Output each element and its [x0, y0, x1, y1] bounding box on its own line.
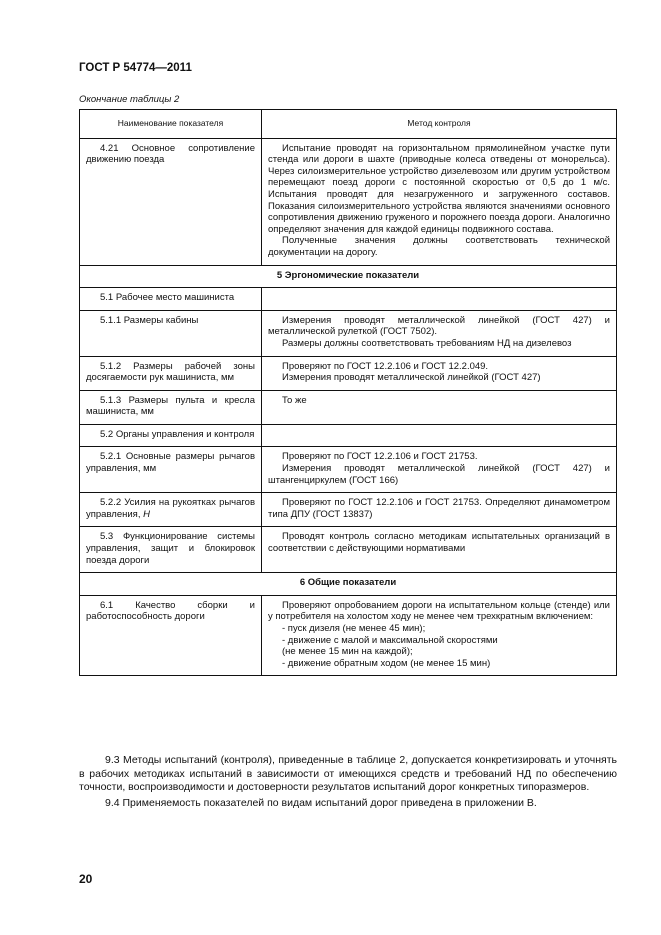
table-row [80, 356, 617, 390]
section-row [80, 573, 617, 596]
table-row [80, 310, 617, 356]
method-text: Испытание проводят на горизонтальном прямолинейном участке пути стенда или дороги в шахте (приводные колеса отведены от монорельса). Через силоизмерительное устройство дизелевозом или другим устройством перемещают поезд дороги с постоянной скоростью от 0,5 до 1 м/с. Испытания проводят для незагруженного и загруженного составов. Показания силоизмерительного устройства являются значениями основного сопротивления движению груженого и порожнего поезда дороги. Аналогично определяют значения для каждой единицы подвижного состава. [268, 142, 610, 235]
document-id: ГОСТ Р 54774—2011 [79, 62, 192, 74]
method-text: Проверяют опробованием дороги на испытательном кольце (стенде) или у потребителя на холостом ходу не менее чем трехкратным включением: [268, 599, 610, 623]
method-cell [262, 527, 617, 573]
method-text: То же [282, 394, 307, 406]
methods-table [79, 109, 617, 676]
method-cell-empty [262, 288, 617, 311]
method-cell [262, 138, 617, 265]
indicator-text: 5.2.2 Усилия на рукоятках рычагов управления, [86, 497, 255, 520]
table-row [80, 447, 617, 493]
column-header-indicator: Наименование показателя [80, 110, 262, 139]
method-text: Полученные значения должны соответствовать технической документации на дорогу. [268, 235, 610, 258]
table-row [80, 138, 617, 265]
section-title: 5 Эргономические показатели [80, 265, 617, 288]
list-item: - движение с малой и максимальной скоростями [282, 634, 498, 646]
table-caption: Окончание таблицы 2 [79, 94, 180, 105]
table-row [80, 493, 617, 527]
column-header-method: Метод контроля [262, 110, 617, 139]
indicator-cell [80, 493, 262, 527]
indicator-cell: 5.2 Органы управления и контроля [80, 424, 262, 447]
list-item: - пуск дизеля (не менее 45 мин); [282, 623, 426, 634]
method-cell [262, 493, 617, 527]
method-cell-empty [262, 424, 617, 447]
section-title: 6 Общие показатели [80, 573, 617, 596]
method-text: Проверяют по ГОСТ 12.2.106 и ГОСТ 12.2.049. [282, 360, 489, 372]
method-text: Проверяют по ГОСТ 12.2.106 и ГОСТ 21753. Определяют динамометром типа ДПУ (ГОСТ 13837) [268, 497, 610, 520]
table-row [80, 527, 617, 573]
indicator-cell: 5.1.1 Размеры кабины [80, 310, 262, 356]
page-number: 20 [79, 872, 93, 886]
table-row [80, 288, 617, 311]
table-row [80, 424, 617, 447]
section-row [80, 265, 617, 288]
indicator-cell: 6.1 Качество сборки и работоспособность дороги [80, 595, 262, 676]
method-text: Проверяют по ГОСТ 12.2.106 и ГОСТ 21753. [282, 451, 478, 463]
list-item: - движение обратным ходом (не менее 15 мин) [282, 657, 491, 669]
unit-symbol: Н [143, 508, 150, 520]
table-header-row [80, 110, 617, 139]
paragraph-9-3: 9.3 Методы испытаний (контроля), приведенные в таблице 2, допускается конкретизировать и уточнять в рабочих методиках испытаний в зависимости от имеющихся средств и требований НД по обеспечению точности, воспроизводимости и достоверности результатов испытаний дорог конкретных типоразмеров. [79, 754, 617, 794]
method-text: Проводят контроль согласно методикам испытательных организаций в соответствии с действующими нормативами [268, 531, 610, 555]
indicator-cell: 5.2.1 Основные размеры рычагов управления, мм [80, 447, 262, 493]
indicator-cell: 5.1 Рабочее место машиниста [80, 288, 262, 311]
table-row [80, 390, 617, 424]
indicator-cell: 5.1.2 Размеры рабочей зоны досягаемости рук машиниста, мм [80, 356, 262, 390]
indicator-cell: 5.3 Функционирование системы управления, защит и блокировок поезда дороги [80, 527, 262, 573]
list-item: (не менее 15 мин на каждой); [282, 646, 413, 658]
indicator-cell: 5.1.3 Размеры пульта и кресла машиниста, мм [80, 390, 262, 424]
body-paragraphs [79, 754, 617, 811]
method-text: Измерения проводят металлической линейкой (ГОСТ 427) и металлической рулеткой (ГОСТ 7502). [268, 314, 610, 338]
method-cell [262, 447, 617, 493]
table-row [80, 595, 617, 676]
method-text: Размеры должны соответствовать требованиям НД на дизелевоз [282, 337, 572, 349]
paragraph-9-4: 9.4 Применяемость показателей по видам испытаний дорог приведена в приложении В. [105, 797, 537, 810]
method-text: Измерения проводят металлической линейкой (ГОСТ 427) [282, 372, 541, 384]
method-cell [262, 390, 617, 424]
indicator-cell: 4.21 Основное сопротивление движению поезда [80, 138, 262, 265]
method-cell [262, 356, 617, 390]
method-cell [262, 310, 617, 356]
method-list [268, 623, 610, 669]
method-cell [262, 595, 617, 676]
method-text: Измерения проводят металлической линейкой (ГОСТ 427) и штангенциркулем (ГОСТ 166) [268, 463, 610, 486]
